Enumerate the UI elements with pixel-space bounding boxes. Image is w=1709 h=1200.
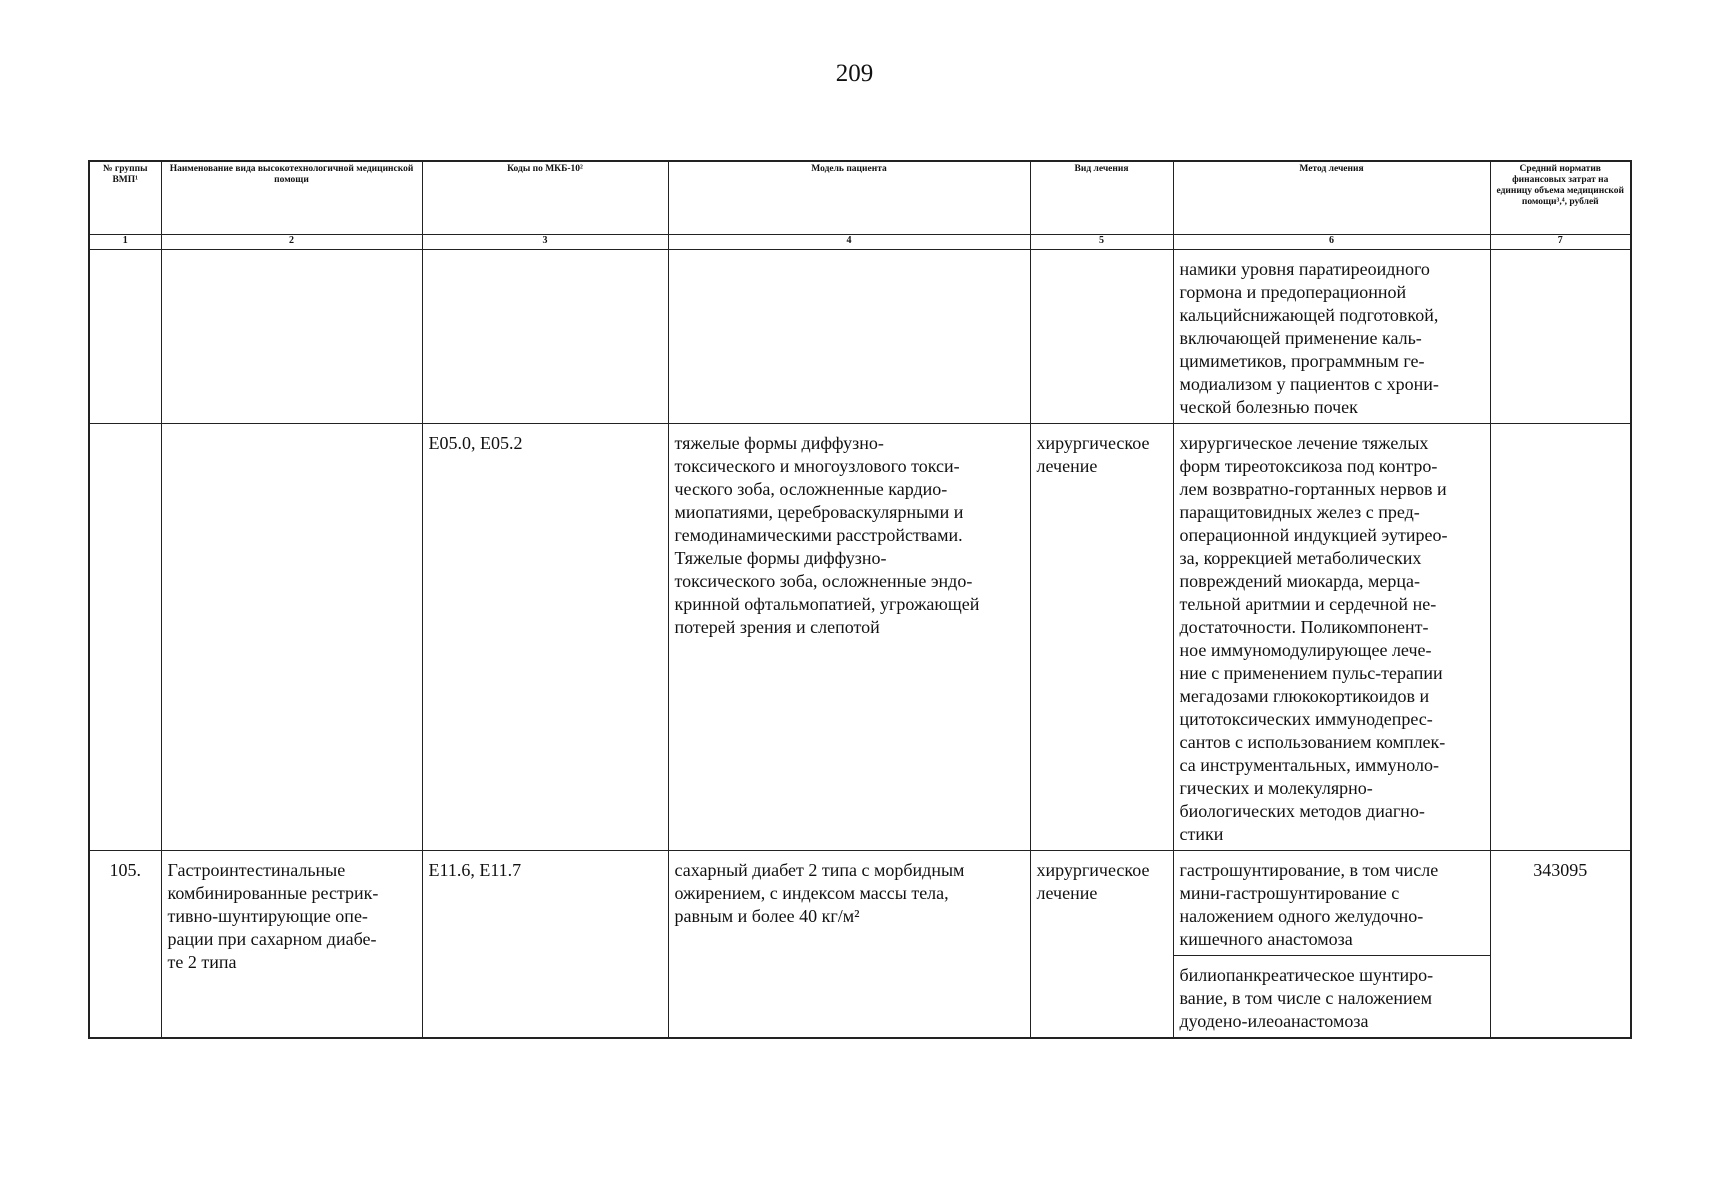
header-treatment-method: Метод лечения xyxy=(1173,161,1490,235)
page-number: 209 xyxy=(835,60,874,87)
average-cost-cell xyxy=(1490,250,1631,424)
text-line: хирургическое xyxy=(1036,860,1150,880)
text-line: сахарный диабет 2 типа с морбидным xyxy=(674,860,965,880)
group-number-cell xyxy=(89,250,161,424)
text-line: тельной аритмии и сердечной не- xyxy=(1179,594,1437,614)
care-type-name-cell xyxy=(161,424,422,851)
treatment-method-cell xyxy=(1173,956,1490,1039)
text-line: гормона и предоперационной xyxy=(1179,282,1407,302)
patient-model-cell xyxy=(668,851,1030,1039)
text-line: гических и молекулярно- xyxy=(1179,778,1373,798)
treatment-type-cell xyxy=(1030,250,1173,424)
text-line: рации при сахарном диабе- xyxy=(167,929,377,949)
treatment-method-cell xyxy=(1173,424,1490,851)
column-number: 4 xyxy=(668,235,1030,250)
text-line: стики xyxy=(1179,824,1224,844)
text-line: комбинированные рестрик- xyxy=(167,883,379,903)
header-average-cost: Средний норматив финансовых затрат на единицу объема медицинской помощи³,⁴, рублей xyxy=(1490,161,1631,235)
text-line: гемодинамическими расстройствами. xyxy=(674,525,963,545)
text-line: включающей применение каль- xyxy=(1179,328,1422,348)
header-row xyxy=(89,161,1631,235)
text-line: повреждений миокарда, мерца- xyxy=(1179,571,1420,591)
header-icd-codes: Коды по МКБ-10² xyxy=(422,161,668,235)
text-line: биологических методов диагно- xyxy=(1179,801,1425,821)
vmp-table xyxy=(88,160,1632,1039)
text-line: вание, в том числе с наложением xyxy=(1179,988,1432,1008)
treatment-method-cell xyxy=(1173,250,1490,424)
treatment-type-cell xyxy=(1030,851,1173,1039)
text-line: токсического зоба, осложненные эндо- xyxy=(674,571,973,591)
text-line: потерей зрения и слепотой xyxy=(674,617,880,637)
text-line: наложением одного желудочно- xyxy=(1179,906,1424,926)
header-care-type-name: Наименование вида высокотехнологичной медицинской помощи xyxy=(161,161,422,235)
text-line: гастрошунтирование, в том числе xyxy=(1179,860,1439,880)
text-line: ное иммуномодулирующее лече- xyxy=(1179,640,1432,660)
text-line: паращитовидных желез с пред- xyxy=(1179,502,1420,522)
table-row xyxy=(89,424,1631,851)
text-line: токсического и многоузлового токси- xyxy=(674,456,960,476)
average-cost-cell xyxy=(1490,424,1631,851)
text-line: ожирением, с индексом массы тела, xyxy=(674,883,949,903)
text-line: цимиметиков, программным ге- xyxy=(1179,351,1425,371)
column-number: 6 xyxy=(1173,235,1490,250)
text-line: мини-гастрошунтирование с xyxy=(1179,883,1400,903)
text-line: хирургическое xyxy=(1036,433,1150,453)
text-line: дуодено-илеоанастомоза xyxy=(1179,1011,1369,1031)
text-line: лечение xyxy=(1036,456,1098,476)
text-line: ческой болезнью почек xyxy=(1179,397,1358,417)
header-group-number: № группы ВМП¹ xyxy=(89,161,161,235)
text-line: ние с применением пульс-терапии xyxy=(1179,663,1443,683)
text-line: мегадозами глюкокортикоидов и xyxy=(1179,686,1430,706)
text-line: ческого зоба, осложненные кардио- xyxy=(674,479,948,499)
patient-model-cell xyxy=(668,424,1030,851)
text-line: операционной индукцией эутирео- xyxy=(1179,525,1448,545)
group-number-cell: 105. xyxy=(89,851,161,1039)
column-number: 3 xyxy=(422,235,668,250)
text-line: кальцийснижающей подготовкой, xyxy=(1179,305,1439,325)
treatment-type-cell xyxy=(1030,424,1173,851)
text-line: за, коррекцией метаболических xyxy=(1179,548,1422,568)
text-line: Тяжелые формы диффузно- xyxy=(674,548,887,568)
patient-model-cell xyxy=(668,250,1030,424)
icd-codes-cell: E05.0, E05.2 xyxy=(422,424,668,851)
header-treatment-type: Вид лечения xyxy=(1030,161,1173,235)
icd-codes-cell xyxy=(422,250,668,424)
text-line: модиализом у пациентов с хрони- xyxy=(1179,374,1439,394)
text-line: лечение xyxy=(1036,883,1098,903)
text-line: намики уровня паратиреоидного xyxy=(1179,259,1430,279)
care-type-name-cell xyxy=(161,851,422,1039)
table-row xyxy=(89,851,1631,956)
text-line: цитотоксических иммунодепрес- xyxy=(1179,709,1433,729)
group-number-cell xyxy=(89,424,161,851)
text-line: тяжелые формы диффузно- xyxy=(674,433,884,453)
treatment-method-cell xyxy=(1173,851,1490,956)
text-line: те 2 типа xyxy=(167,952,237,972)
text-line: са инструментальных, иммуноло- xyxy=(1179,755,1440,775)
column-number: 5 xyxy=(1030,235,1173,250)
table-row xyxy=(89,250,1631,424)
icd-codes-cell: E11.6, E11.7 xyxy=(422,851,668,1039)
header-patient-model: Модель пациента xyxy=(668,161,1030,235)
column-number: 1 xyxy=(89,235,161,250)
column-number: 2 xyxy=(161,235,422,250)
text-line: форм тиреотоксикоза под контро- xyxy=(1179,456,1438,476)
text-line: кишечного анастомоза xyxy=(1179,929,1353,949)
text-line: равным и более 40 кг/м² xyxy=(674,906,860,926)
text-line: билиопанкреатическое шунтиро- xyxy=(1179,965,1434,985)
text-line: кринной офтальмопатией, угрожающей xyxy=(674,594,980,614)
text-line: Гастроинтестинальные xyxy=(167,860,346,880)
text-line: тивно-шунтирующие опе- xyxy=(167,906,368,926)
text-line: хирургическое лечение тяжелых xyxy=(1179,433,1429,453)
text-line: достаточности. Поликомпонент- xyxy=(1179,617,1429,637)
care-type-name-cell xyxy=(161,250,422,424)
text-line: лем возвратно-гортанных нервов и xyxy=(1179,479,1447,499)
column-number: 7 xyxy=(1490,235,1631,250)
text-line: миопатиями, цереброваскулярными и xyxy=(674,502,964,522)
column-number-row xyxy=(89,235,1631,250)
average-cost-cell: 343095 xyxy=(1490,851,1631,1039)
text-line: сантов с использованием комплек- xyxy=(1179,732,1446,752)
